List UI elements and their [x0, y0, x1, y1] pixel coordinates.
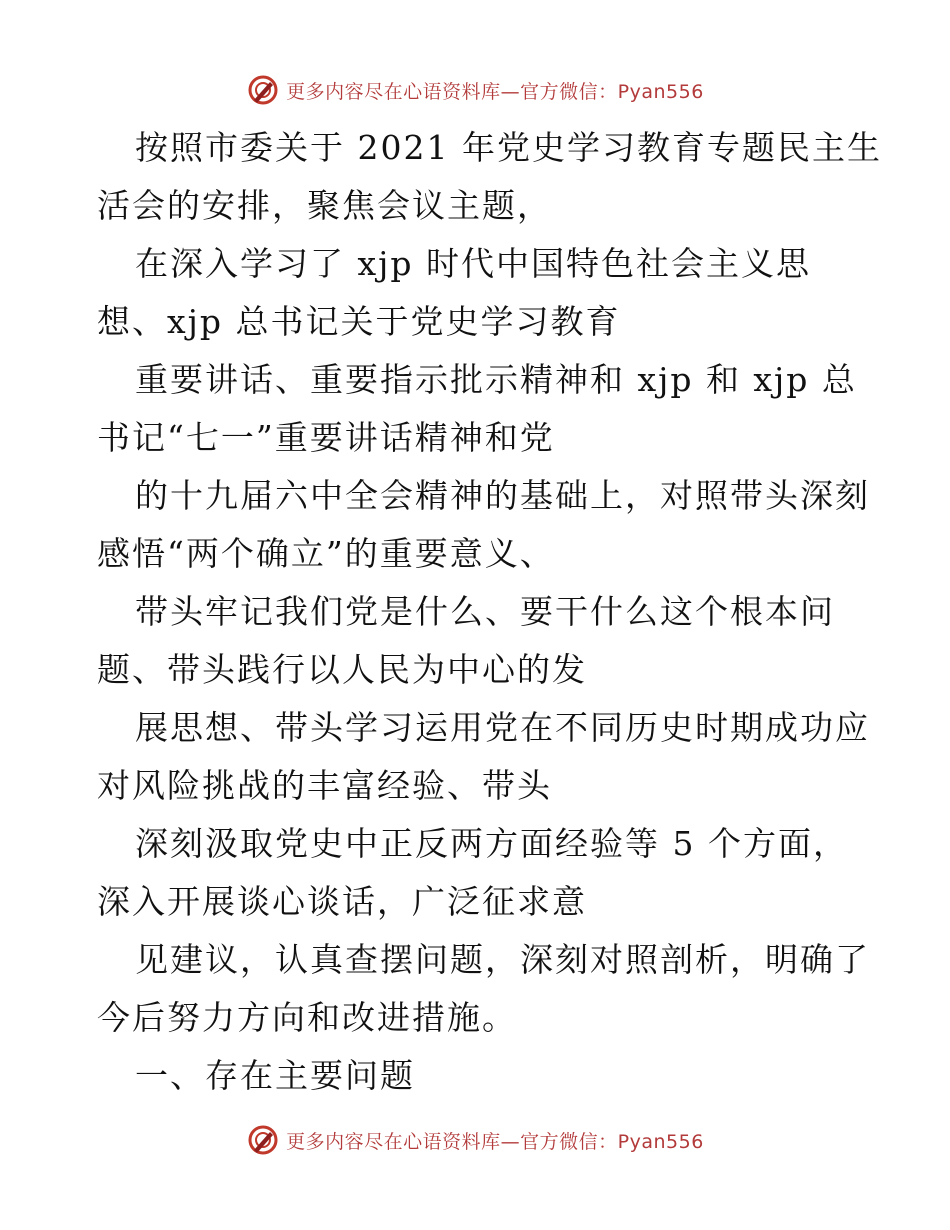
paragraph-line: 展思想、带头学习运用党在不同历史时期成功应 [135, 708, 870, 747]
watermark-text: 更多内容尽在心语资料库—官方微信：Pyan556 [286, 1130, 704, 1153]
paragraph-line: 按照市委关于 2021 年党史学习教育专题民主生 [135, 128, 882, 167]
paragraph-line: 对风险挑战的丰富经验、带头 [97, 766, 552, 805]
footer-watermark-banner [0, 1120, 950, 1160]
pen-circle-logo-icon [246, 1123, 280, 1157]
paragraph-line: 深刻汲取党史中正反两方面经验等 5 个方面， [135, 824, 848, 863]
paragraph-line: 的十九届六中全会精神的基础上，对照带头深刻 [135, 476, 870, 515]
paragraph-line: 感悟“两个确立”的重要意义、 [97, 534, 555, 573]
paragraph-line: 题、带头践行以人民为中心的发 [97, 650, 587, 689]
paragraph-line: 今后努力方向和改进措施。 [97, 998, 517, 1037]
paragraph-line: 活会的安排，聚焦会议主题， [97, 186, 552, 225]
paragraph-line: 想、xjp 总书记关于党史学习教育 [97, 302, 621, 341]
paragraph-line: 带头牢记我们党是什么、要干什么这个根本问 [135, 592, 835, 631]
paragraph-line: 在深入学习了 xjp 时代中国特色社会主义思 [135, 244, 811, 283]
watermark-text: 更多内容尽在心语资料库—官方微信：Pyan556 [286, 80, 704, 103]
paragraph-line: 深入开展谈心谈话，广泛征求意 [97, 882, 587, 921]
paragraph-line: 书记“七一”重要讲话精神和党 [97, 418, 555, 457]
paragraph-line: 重要讲话、重要指示批示精神和 xjp 和 xjp 总 [135, 360, 857, 399]
paragraph-line: 见建议，认真查摆问题，深刻对照剖析，明确了 [135, 940, 870, 979]
section-heading: 一、存在主要问题 [135, 1056, 415, 1095]
